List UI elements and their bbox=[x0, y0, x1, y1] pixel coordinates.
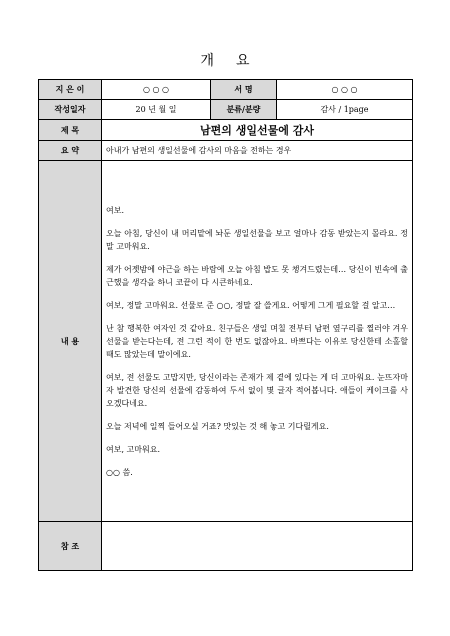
content-row bbox=[39, 161, 413, 522]
signature-value: ○ ○ ○ bbox=[277, 80, 413, 100]
reference-value bbox=[102, 522, 413, 571]
page-title: 개요 bbox=[200, 53, 272, 69]
author-label: 지 은 이 bbox=[39, 80, 102, 100]
author-value: ○ ○ ○ bbox=[102, 80, 211, 100]
subject-label: 제 목 bbox=[39, 120, 102, 141]
summary-row bbox=[39, 141, 413, 161]
paragraph: 여보. bbox=[106, 205, 124, 215]
paragraph: 오늘 아침, 당신이 내 머리맡에 놔둔 생일선물을 보고 얼마나 감동 받았는지 몰라요. 정말 고마워요. bbox=[106, 228, 408, 251]
subject-value: 남편의 생일선물에 감사 bbox=[102, 120, 413, 141]
paragraph: 제가 어젯밤에 야근을 하는 바람에 오늘 아침 밥도 못 챙겨드렸는데… 당신이 빈속에 출근했을 생각을 하니 코끝이 다 시큰하네요. bbox=[106, 264, 408, 287]
date-value: 20 년 월 일 bbox=[102, 100, 211, 120]
paragraph: ○○ 씀. bbox=[106, 467, 133, 477]
paragraph: 여보, 고마워요. bbox=[106, 444, 160, 454]
content-body bbox=[102, 161, 413, 522]
paragraph: 여보, 전 선물도 고맙지만, 당신이라는 존재가 제 곁에 있다는 게 더 고마워요. 눈뜨자마자 발견한 당신의 선물에 감동하여 두서 없이 몇 글자 적어봅니다. 애들이 케이크를 사오겠다네요. bbox=[106, 372, 408, 408]
reference-label: 참 조 bbox=[39, 522, 102, 571]
paragraph: 여보, 정말 고마워요. 선물로 준 ○○, 정말 잘 쓸게요. 어떻게 그게 필요할 걸 알고… bbox=[106, 300, 396, 310]
paragraph: 오늘 저녁에 일찍 들어오실 거죠? 맛있는 것 해 놓고 기다릴게요. bbox=[106, 421, 329, 431]
content-label: 내 용 bbox=[39, 161, 102, 522]
summary-label: 요 약 bbox=[39, 141, 102, 161]
summary-value: 아내가 남편의 생일선물에 감사의 마음을 전하는 경우 bbox=[102, 141, 413, 161]
category-label: 분류/분량 bbox=[211, 100, 277, 120]
signature-label: 서 명 bbox=[211, 80, 277, 100]
subject-row bbox=[39, 120, 413, 141]
reference-row bbox=[39, 522, 413, 571]
date-row bbox=[39, 100, 413, 120]
paragraph: 난 참 행복한 여자인 것 같아요. 친구들은 생일 며칠 전부터 남편 옆구리를 찔러야 겨우 선물을 받는다는데, 전 그런 적이 한 번도 없잖아요. 바쁘다는 이유로 당신한테 소홀할 때도 많았는데 말이에요. bbox=[106, 323, 408, 359]
date-label: 작성일자 bbox=[39, 100, 102, 120]
info-table bbox=[38, 79, 413, 571]
content-text bbox=[106, 204, 408, 479]
category-value: 감사 / 1page bbox=[277, 100, 413, 120]
author-row bbox=[39, 80, 413, 100]
